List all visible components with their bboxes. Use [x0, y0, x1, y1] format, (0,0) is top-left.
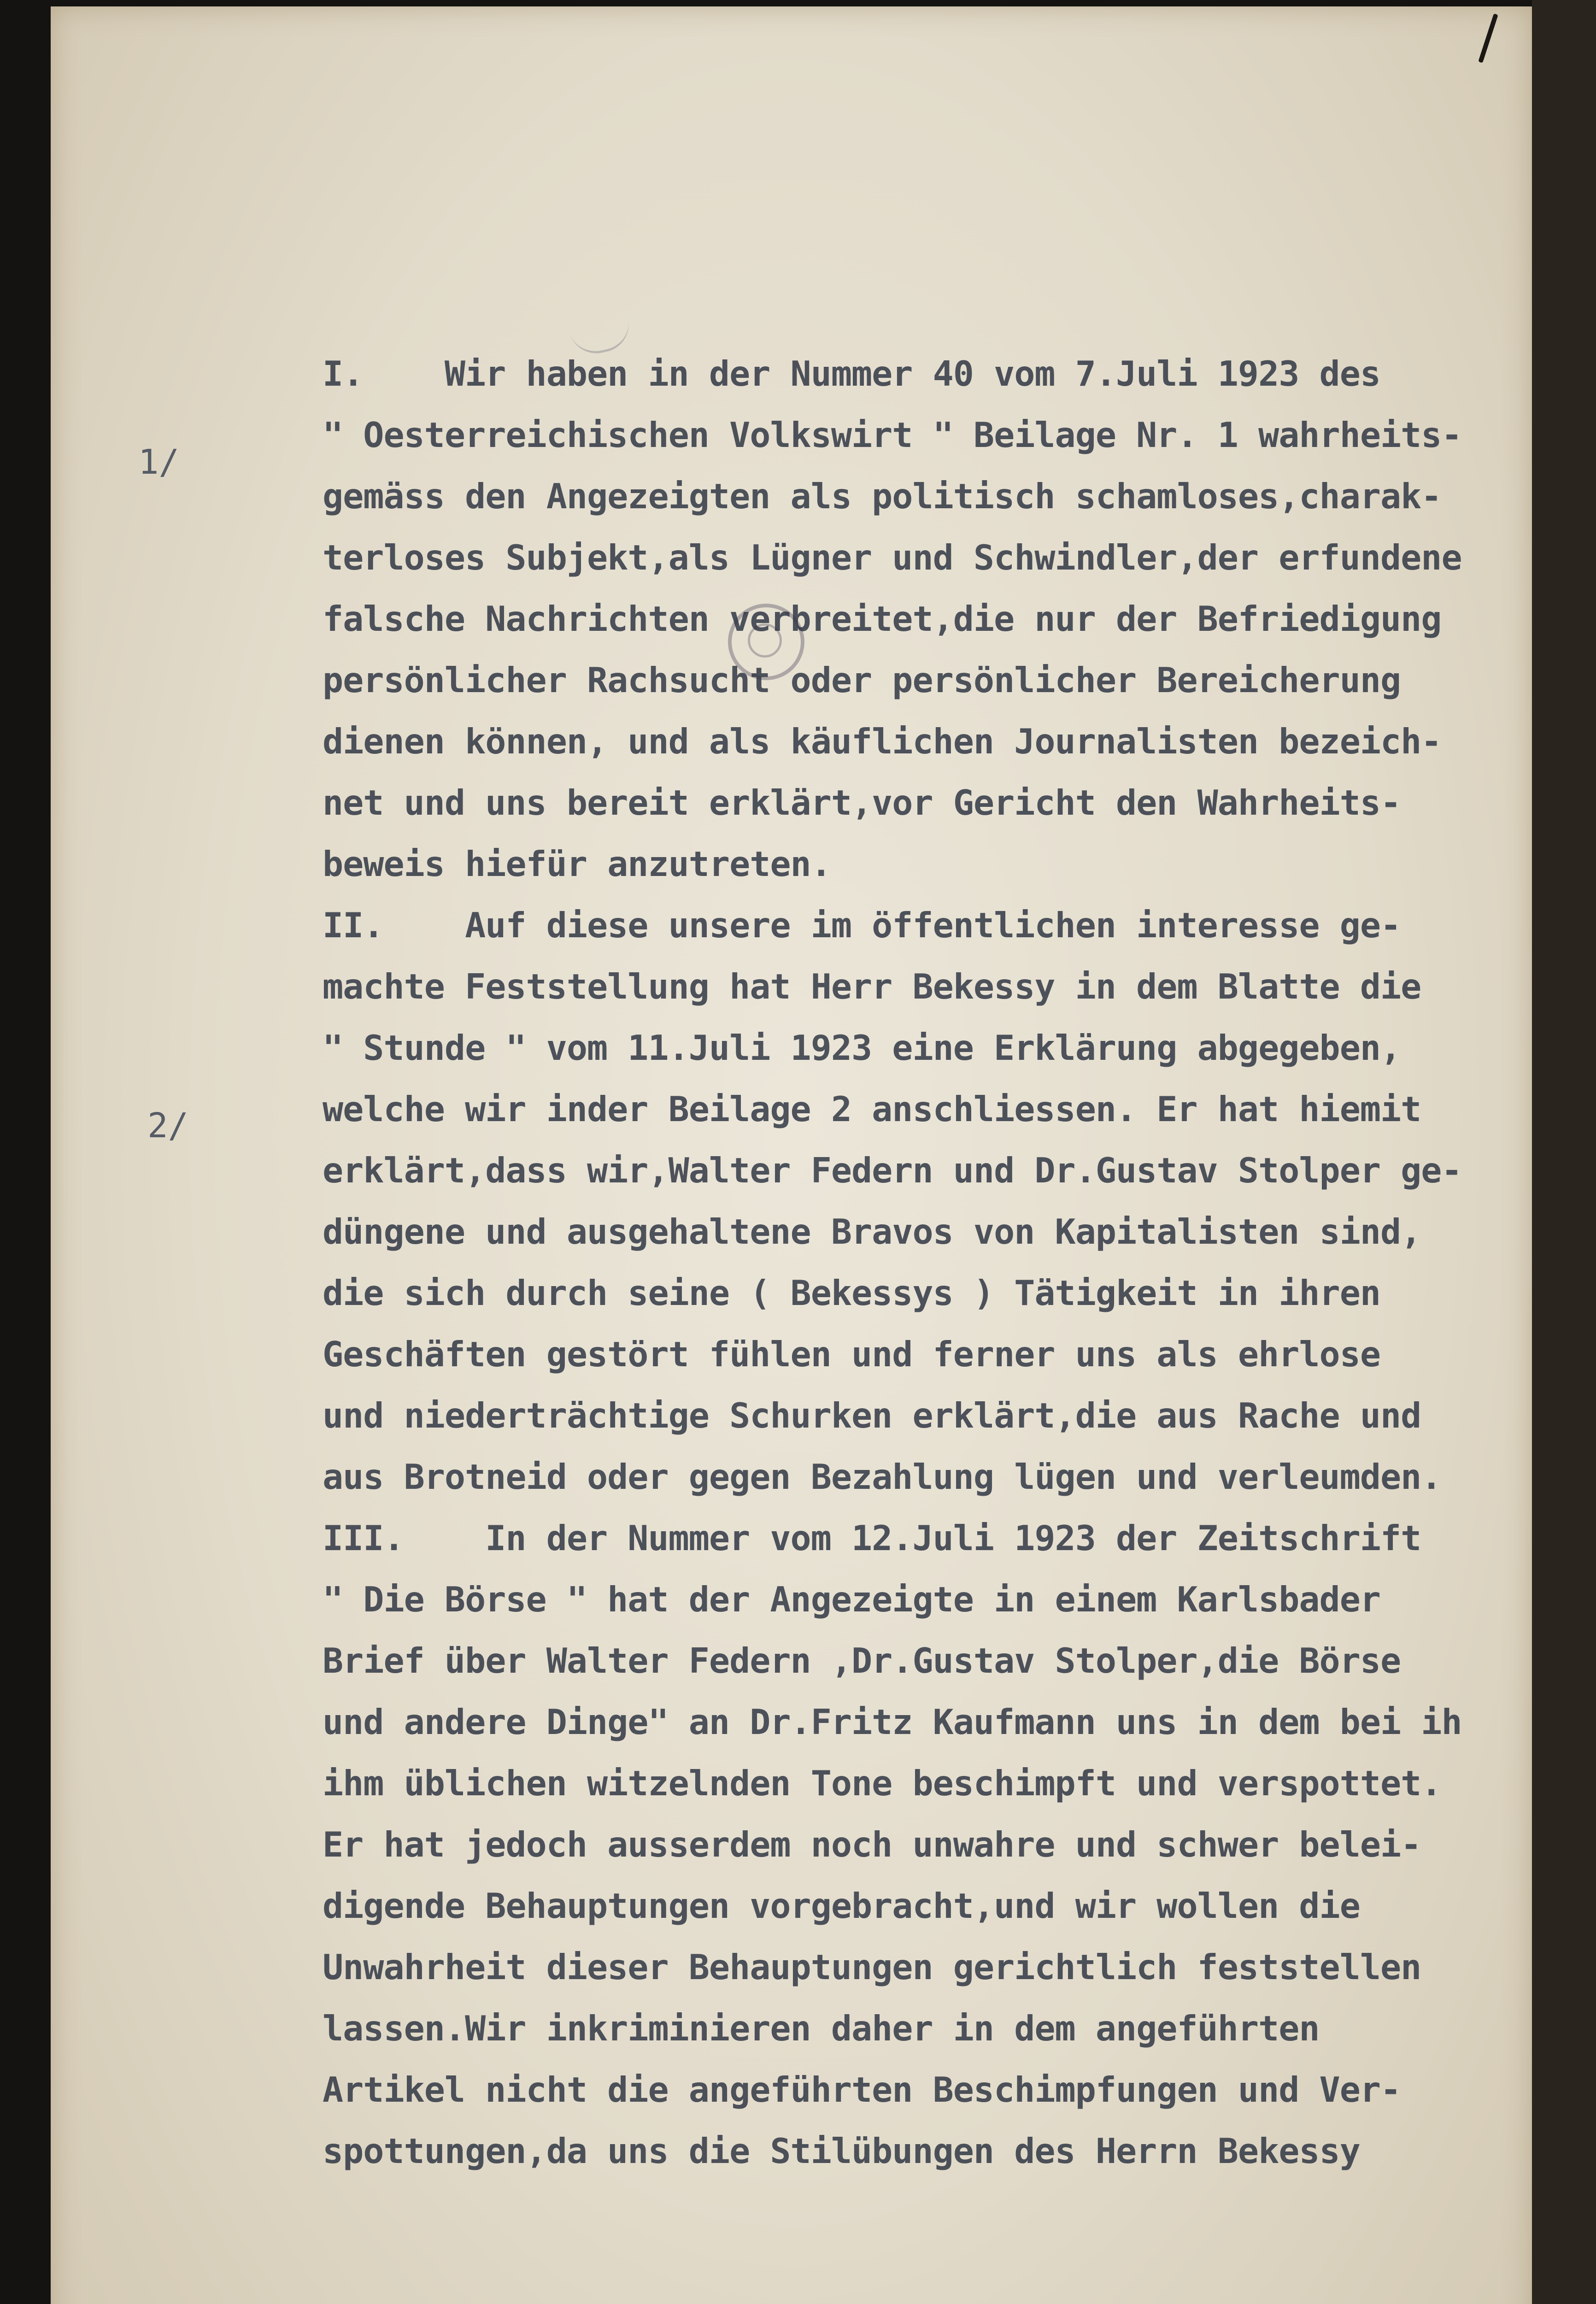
text-line: lassen.Wir inkriminieren daher in dem angeführten	[323, 2008, 1320, 2049]
text-line: machte Feststellung hat Herr Bekessy in dem Blatte die	[323, 966, 1421, 1007]
text-line: Unwahrheit dieser Behauptungen gerichtlich feststellen	[323, 1947, 1421, 1987]
text-line: spottungen,da uns die Stilübungen des Herrn Bekessy	[323, 2131, 1360, 2171]
text-line: " Stunde " vom 11.Juli 1923 eine Erklärung abgegeben,	[323, 1028, 1401, 1068]
text-line: die sich durch seine ( Bekessys ) Tätigkeit in ihren	[323, 1273, 1380, 1313]
text-line: und niederträchtige Schurken erklärt,die aus Rache und	[323, 1395, 1421, 1436]
text-line: Brief über Walter Federn ,Dr.Gustav Stolper,die Börse	[323, 1640, 1401, 1681]
text-line: Geschäften gestört fühlen und ferner uns als ehrlose	[323, 1334, 1380, 1375]
text-line: düngene und ausgehaltene Bravos von Kapitalisten sind,	[323, 1211, 1421, 1252]
text-line: " Oesterreichischen Volkswirt " Beilage Nr. 1 wahrheits-	[323, 415, 1462, 455]
scan-edge	[1532, 0, 1596, 2304]
typed-text-block	[323, 343, 1530, 2182]
text-line: aus Brotneid oder gegen Bezahlung lügen und verleumden.	[323, 1457, 1442, 1497]
text-line: beweis hiefür anzutreten.	[323, 844, 831, 884]
text-line: persönlicher Rachsucht oder persönlicher Bereicherung	[323, 660, 1401, 700]
text-line: I. Wir haben in der Nummer 40 vom 7.Juli 1923 des	[323, 353, 1380, 394]
text-line: und andere Dinge" an Dr.Fritz Kaufmann uns in dem bei ih	[323, 1702, 1462, 1742]
text-line: II. Auf diese unsere im öffentlichen interesse ge-	[323, 905, 1401, 946]
text-line: digende Behauptungen vorgebracht,und wir wollen die	[323, 1886, 1360, 1926]
text-line: erklärt,dass wir,Walter Federn und Dr.Gustav Stolper ge-	[323, 1150, 1462, 1191]
text-line: ihm üblichen witzelnden Tone beschimpft und verspottet.	[323, 1763, 1442, 1804]
text-line: Er hat jedoch ausserdem noch unwahre und schwer belei-	[323, 1824, 1421, 1865]
text-line: terloses Subjekt,als Lügner und Schwindler,der erfundene	[323, 537, 1462, 578]
text-line: III. In der Nummer vom 12.Juli 1923 der Zeitschrift	[323, 1518, 1421, 1558]
text-line: welche wir inder Beilage 2 anschliessen. Er hat hiemit	[323, 1089, 1421, 1129]
text-line: falsche Nachrichten verbreitet,die nur der Befriedigung	[323, 599, 1442, 639]
margin-note-1: 1/	[138, 442, 180, 482]
margin-note-2: 2/	[147, 1106, 189, 1146]
text-line: gemäss den Angezeigten als politisch schamloses,charak-	[323, 476, 1442, 517]
text-line: dienen können, und als käuflichen Journalisten bezeich-	[323, 721, 1442, 762]
text-line: " Die Börse " hat der Angezeigte in einem Karlsbader	[323, 1579, 1380, 1620]
text-line: net und uns bereit erklärt,vor Gericht den Wahrheits-	[323, 782, 1401, 823]
text-line: Artikel nicht die angeführten Beschimpfungen und Ver-	[323, 2069, 1401, 2110]
